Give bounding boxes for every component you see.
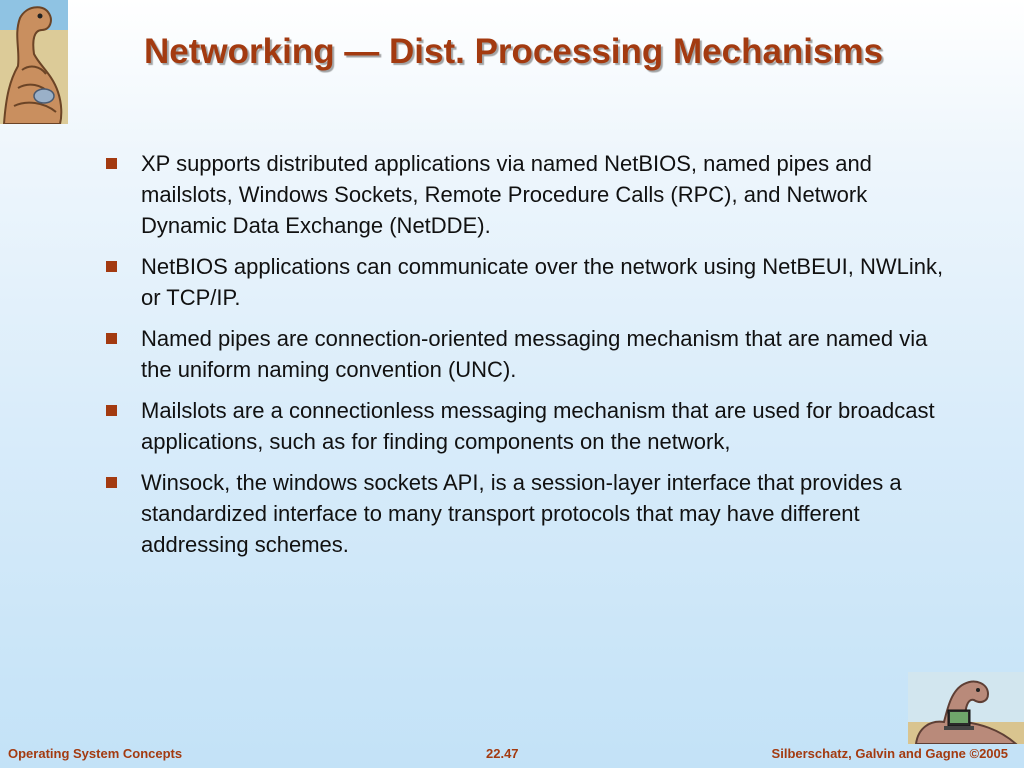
footer-page-number: 22.47: [486, 746, 519, 761]
dinosaur-laptop-icon: [908, 672, 1024, 744]
dinosaur-icon: [0, 0, 68, 124]
square-bullet-icon: [106, 158, 117, 169]
footer-course: Operating System Concepts: [8, 746, 183, 761]
square-bullet-icon: [106, 477, 117, 488]
bullet-item: [104, 148, 944, 241]
bullet-item: [104, 323, 944, 385]
bullet-item: [104, 467, 944, 560]
square-bullet-icon: [106, 405, 117, 416]
bullet-text: Named pipes are connection-oriented messaging mechanism that are named via the uniform naming convention (UNC).: [141, 326, 928, 382]
slide-title: Networking — Dist. Processing Mechanisms: [144, 32, 884, 71]
bullet-text: Mailslots are a connectionless messaging mechanism that are used for broadcast applications, such as for finding components on the network,: [141, 398, 935, 454]
bullet-item: [104, 251, 944, 313]
square-bullet-icon: [106, 333, 117, 344]
square-bullet-icon: [106, 261, 117, 272]
bullet-text: XP supports distributed applications via named NetBIOS, named pipes and mailslots, Windows Sockets, Remote Procedure Calls (RPC), and Network Dynamic Data Exchange (NetDDE).: [141, 151, 872, 238]
bullet-item: [104, 395, 944, 457]
footer-copyright: Silberschatz, Galvin and Gagne ©2005: [771, 746, 1008, 761]
bullet-list: [104, 148, 944, 570]
bullet-text: NetBIOS applications can communicate over the network using NetBEUI, NWLink, or TCP/IP.: [141, 254, 944, 310]
bullet-text: Winsock, the windows sockets API, is a session-layer interface that provides a standardized interface to many transport protocols that may have different addressing schemes.: [141, 470, 902, 557]
